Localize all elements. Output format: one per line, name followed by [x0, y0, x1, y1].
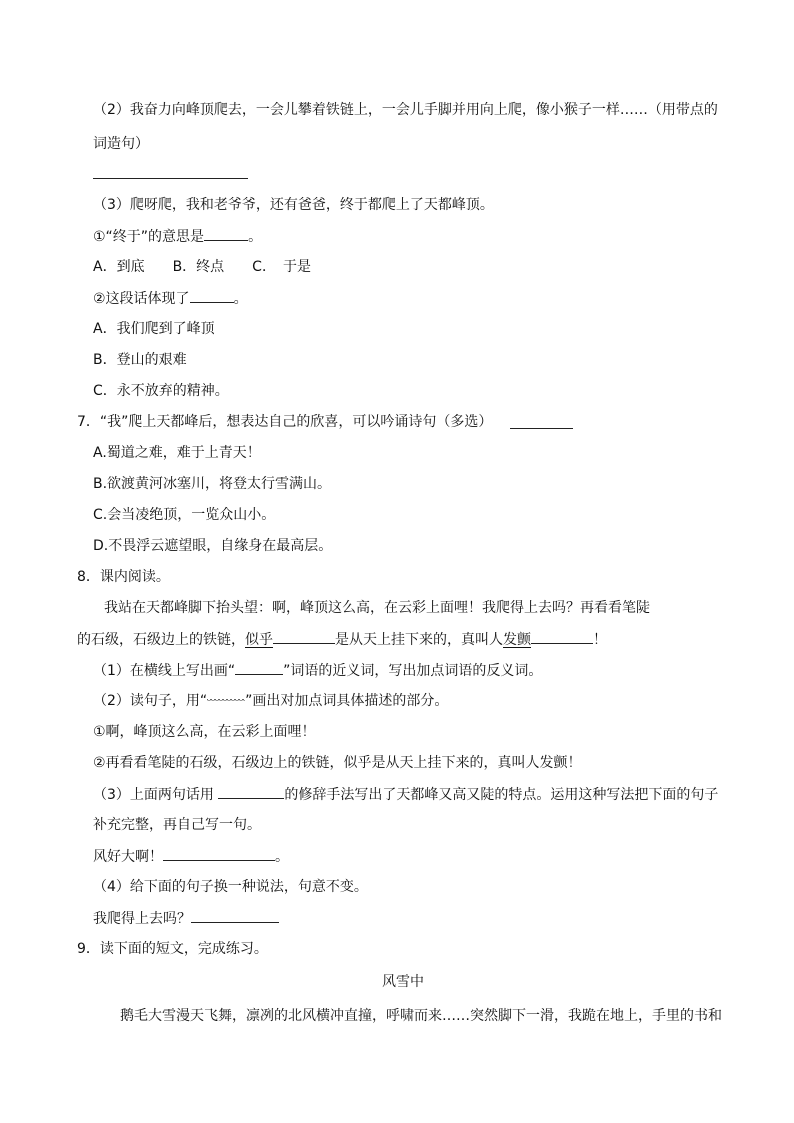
passage-text: 是从天上挂下来的，真叫人	[335, 632, 503, 648]
answer-blank[interactable]	[218, 784, 284, 799]
answer-line[interactable]	[93, 178, 248, 179]
answer-line[interactable]	[510, 428, 573, 429]
q8-passage-line2	[77, 629, 607, 650]
q8-subquestion3-line3	[93, 846, 289, 867]
question-text: 我爬得上去吗？	[93, 911, 191, 927]
q8-subquestion4-line2	[93, 908, 279, 929]
q6-part3-question2	[93, 288, 248, 309]
q8-subquestion4: （4）给下面的句子换一种说法，句意不变。	[93, 879, 368, 895]
option-b: B.欲渡黄河冰塞川，将登太行雪满山。	[93, 476, 332, 492]
answer-blank[interactable]	[273, 629, 335, 644]
passage-text: ！	[593, 632, 607, 648]
option-c: C．永不放弃的精神。	[93, 383, 229, 399]
option-a: A.蜀道之难，难于上青天！	[93, 445, 261, 461]
q7-stem	[77, 412, 492, 432]
question-text: 。	[248, 229, 263, 245]
underlined-word: 似乎	[245, 632, 273, 648]
answer-blank[interactable]	[190, 288, 234, 303]
wavy-line-sample	[207, 698, 245, 704]
option-a: A．我们爬到了峰顶	[93, 321, 215, 337]
question-text: 。	[275, 849, 289, 865]
q8-subquestion2	[93, 691, 448, 711]
question-text: （2）读句子，用“	[93, 693, 208, 709]
question-text: ②这段话体现了	[93, 291, 190, 307]
q6-part3-stem: （3）爬呀爬，我和老爷爷，还有爸爸，终于都爬上了天都峰顶。	[93, 197, 494, 213]
q8-subquestion3-line2: 补充完整，再自己写一句。	[93, 817, 261, 833]
q6-part3-question1	[93, 226, 262, 247]
q8-subquestion1	[93, 660, 542, 681]
question-text: 的修辞手法写出了天都峰又高又陡的特点。运用这种写法把下面的句子	[284, 787, 719, 803]
q6-part3-question1-options: A．到底 B．终点 C． 于是	[93, 259, 311, 275]
q8-sentence2: ②再看看笔陡的石级，石级边上的铁链，似乎是从天上挂下来的，真叫人发颤！	[93, 755, 582, 771]
q8-subquestion3	[93, 784, 718, 805]
question-text: 。	[233, 291, 248, 307]
option-c: C.会当凌绝顶，一览众山小。	[93, 507, 276, 523]
q8-stem: 8．课内阅读。	[77, 569, 170, 585]
question-text: ①“终于”的意思是	[93, 229, 205, 245]
question-text: （3）上面两句话用	[93, 787, 219, 803]
question-text: 7．“我”爬上天都峰后，想表达自己的欣喜，可以吟诵诗句（多选）	[77, 414, 493, 430]
passage-title: 风雪中	[382, 974, 424, 990]
question-text: 风好大啊！	[93, 849, 163, 865]
answer-blank[interactable]	[531, 629, 593, 644]
q9-stem: 9．读下面的短文，完成练习。	[77, 941, 268, 957]
question-text: （1）在横线上写出画“	[93, 663, 236, 679]
q8-passage-line1: 我站在天都峰脚下抬头望：啊，峰顶这么高，在云彩上面哩！我爬得上去吗？再看看笔陡	[104, 600, 650, 616]
underline-sample	[235, 660, 283, 675]
passage-text: 的石级，石级边上的铁链，	[77, 632, 245, 648]
question-text: ”词语的近义词，写出加点词语的反义词。	[283, 663, 543, 679]
q6-part2-line1: （2）我奋力向峰顶爬去，一会儿攀着铁链上，一会儿手脚并用向上爬，像小猴子一样……（用带点的	[93, 102, 718, 118]
option-b: B．登山的艰难	[93, 352, 187, 368]
answer-blank[interactable]	[191, 908, 279, 923]
q9-passage-line1: 鹅毛大雪漫天飞舞，凛冽的北风横冲直撞，呼啸而来……突然脚下一滑，我跪在地上，手里的书和	[120, 1008, 722, 1024]
q8-sentence1: ①啊，峰顶这么高，在云彩上面哩！	[93, 724, 316, 740]
q6-part2-line2: 词造句）	[93, 136, 149, 152]
answer-blank[interactable]	[163, 846, 275, 861]
answer-blank[interactable]	[204, 226, 248, 241]
question-text: ”画出对加点词具体描述的部分。	[245, 693, 449, 709]
option-d: D.不畏浮云遮望眼，自缘身在最高层。	[93, 538, 333, 554]
dotted-word: 发颤	[503, 632, 531, 648]
